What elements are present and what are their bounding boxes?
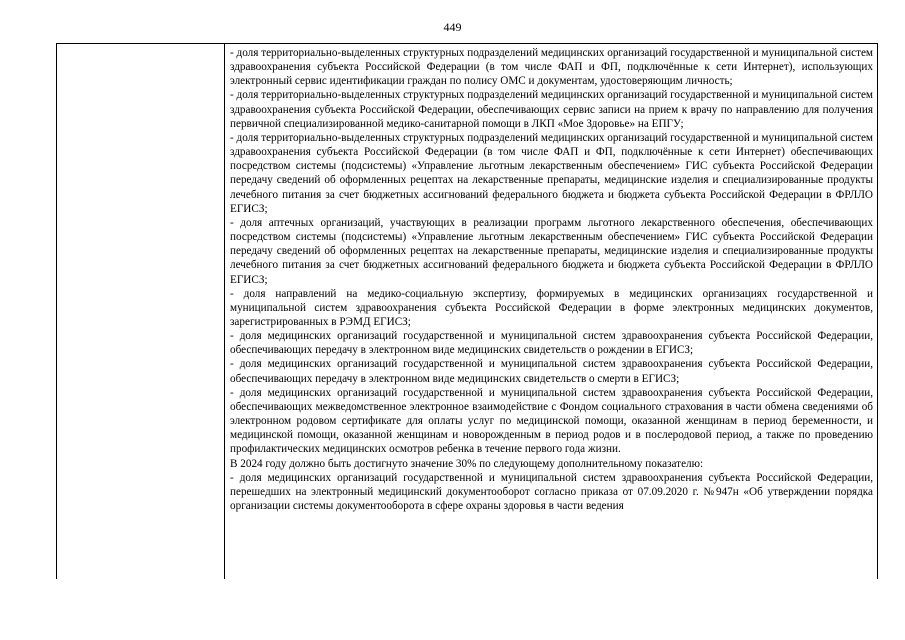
paragraph: - доля медицинских организаций государственной и муниципальной систем здравоохранения субъекта Российской Федерации, перешедших на электронный медицинский документооборот согласно приказа от 07.09.2020 г. №947н «Об утверждении порядка организации системы документооборота в сфере охраны здоровья в части ведения: [230, 471, 873, 512]
paragraph: - доля направлений на медико-социальную экспертизу, формируемых в медицинских организациях государственной и муниципальной систем здравоохранения субъекта Российской Федерации в форме электронных медицинских документов, зарегистрированных в РЭМД ЕГИСЗ;: [230, 287, 873, 328]
page-number: 449: [443, 20, 462, 34]
table-right-cell: [225, 44, 877, 579]
paragraph: - доля территориально-выделенных структурных подразделений медицинских организаций государственной и муниципальной систем здравоохранения субъекта Российской Федерации (в том числе ФАП и ФП, подключённые к сети Интернет), использующих электронный сервис идентификации граждан по полису ОМС и документам, удостоверяющим личность;: [230, 47, 873, 88]
paragraph: - доля территориально-выделенных структурных подразделений медицинских организаций государственной и муниципальной систем здравоохранения субъекта Российской Федерации (в том числе ФАП и ФП, подключённые к сети Интернет) обеспечивающих посредством системы (подсистемы) «Управление льготным лекарственным обеспечением» ГИС субъекта Российской Федерации передачу сведений об оформленных рецептах на лекарственные препараты, медицинские изделия и специализированные продукты лечебного питания за счет бюджетных ассигнований федерального бюджета и бюджета субъекта Российской Федерации в ФРЛЛО ЕГИСЗ;: [230, 131, 873, 215]
paragraph: - доля медицинских организаций государственной и муниципальной систем здравоохранения субъекта Российской Федерации, обеспечивающих передачу в электронном виде медицинских свидетельств о смерти в ЕГИСЗ;: [230, 358, 873, 385]
paragraph: - доля аптечных организаций, участвующих в реализации программ льготного лекарственного обеспечения, обеспечивающих посредством системы (подсистемы) «Управление льготным лекарственным обеспечением» ГИС субъекта Российской Федерации передачу сведений об оформленных рецептах на лекарственные препараты, медицинские изделия и специализированные продукты лечебного питания за счет бюджетных ассигнований федерального бюджета и бюджета субъекта Российской Федерации в ФРЛЛО ЕГИСЗ;: [230, 216, 873, 286]
document-table: [56, 43, 878, 579]
paragraph: - доля территориально-выделенных структурных подразделений медицинских организаций государственной и муниципальной систем здравоохранения субъекта Российской Федерации, обеспечивающих сервис записи на прием к врачу по направлению для получения первичной специализированной медико-санитарной помощи в ЛКП «Мое Здоровье» на ЕПГУ;: [230, 89, 873, 130]
table-left-cell: [57, 44, 225, 579]
paragraph: В 2024 году должно быть достигнуто значение 30% по следующему дополнительному показателю:: [230, 457, 704, 470]
paragraph: - доля медицинских организаций государственной и муниципальной систем здравоохранения субъекта Российской Федерации, обеспечивающих передачу в электронном виде медицинских свидетельств о рождении в ЕГИСЗ;: [230, 330, 873, 357]
paragraph: - доля медицинских организаций государственной и муниципальной систем здравоохранения субъекта Российской Федерации, обеспечивающих межведомственное электронное взаимодействие с Фондом социального страхования в части обмена сведениями об электронном родовом сертификате для оплаты услуг по медицинской помощи, оказанной женщинам в период беременности, и медицинской помощи, оказанной женщинам и новорожденным в период родов и в послеродовой период, а также по проведению профилактических медицинских осмотров ребенка в течение первого года жизни.: [230, 386, 873, 456]
